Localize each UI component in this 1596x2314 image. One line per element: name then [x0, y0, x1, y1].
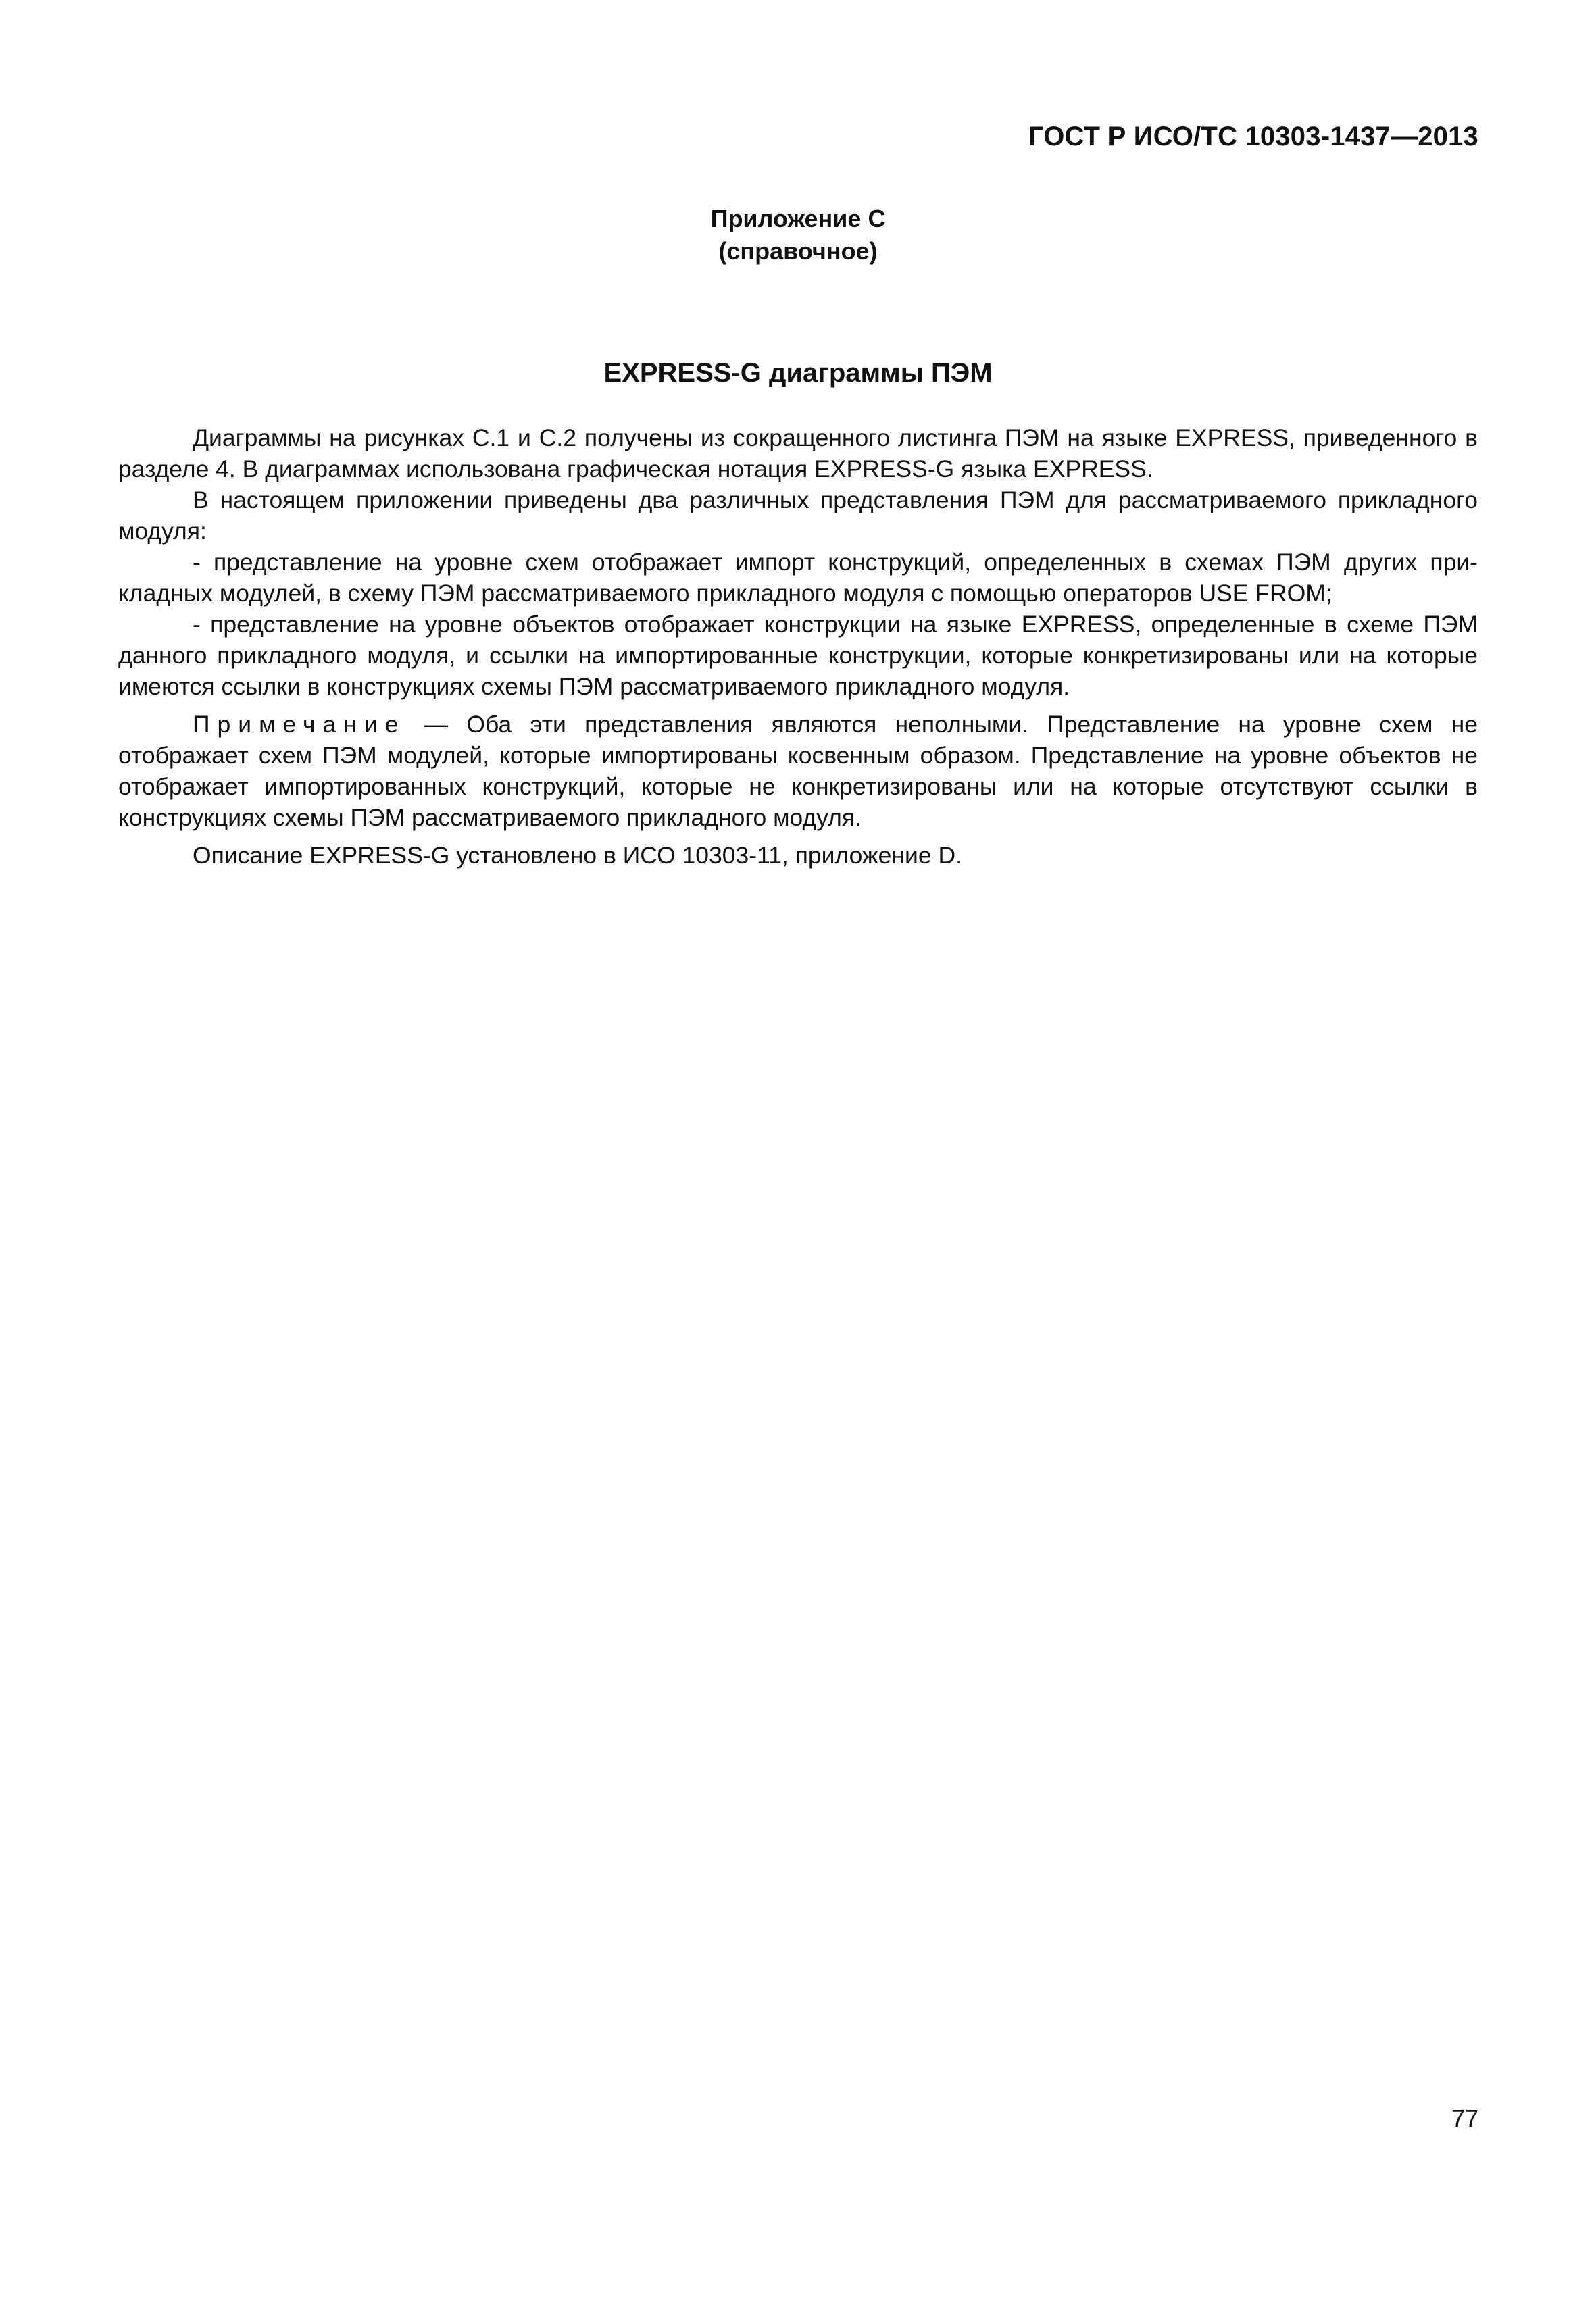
annex-title: Приложение С [710, 205, 886, 232]
note-label: Примечание [193, 711, 406, 738]
annex-kind: (справочное) [718, 237, 878, 265]
paragraph-closing: Описание EXPRESS-G установлено в ИСО 10303-11, приложение D. [193, 842, 962, 869]
note-text: — Оба эти представления являются неполными. Представление на уровне схем не отображает схем ПЭМ модулей, которые импортированы косвенным образом. Представление на уровне объектов не отображает импортированных конструкций, которые не конкретизированы или на которые отсутствуют ссылки в конструкциях схемы ПЭМ рассматриваемого прикладного модуля. [118, 711, 1478, 831]
annex-heading [0, 203, 1596, 268]
standard-code-header: ГОСТ Р ИСО/ТС 10303-1437—2013 [1028, 122, 1478, 151]
page-number: 77 [1451, 2105, 1478, 2132]
paragraph-entity-level: - представление на уровне объектов отображает конструкции на языке EXPRESS, определенные в схеме ПЭМ данного прикладного модуля, и ссылки на импортированные конструкции, которые конкретизированы или на которые имеются ссылки в конструкциях схемы ПЭМ рассматриваемого прикладного модуля. [118, 611, 1478, 700]
paragraph-representations: В настоящем приложении приведены два различных представления ПЭМ для рассматриваемого прикладного модуля: [118, 486, 1478, 545]
note-paragraph [118, 709, 1478, 833]
body-text [118, 422, 1478, 871]
section-title: EXPRESS-G диаграммы ПЭМ [603, 358, 993, 388]
paragraph-intro: Диаграммы на рисунках С.1 и С.2 получены из сокращенного листинга ПЭМ на языке EXPRESS, приведенного в разделе 4. В диаграммах использована графическая нотация EXPRESS-G языка EXPRESS. [118, 424, 1478, 482]
paragraph-schema-level: - представление на уровне схем отображает импорт конструкций, определенных в схемах ПЭМ других прикладных модулей, в схему ПЭМ рассматриваемого прикладного модуля с помощью операторов USE FROM; [118, 549, 1478, 607]
